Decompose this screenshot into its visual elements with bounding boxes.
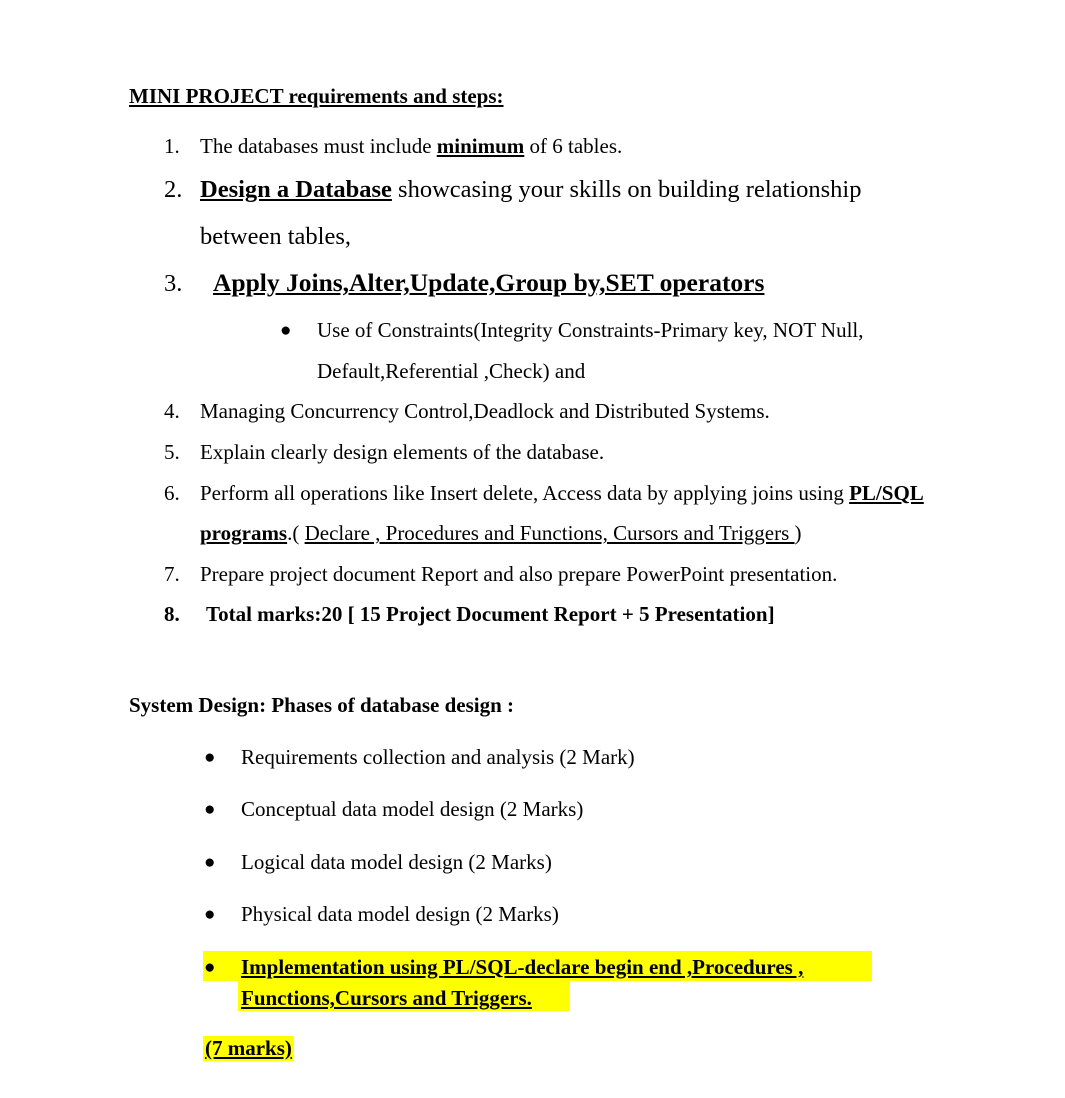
list-item: Apply Joins,Alter,Update,Group by,SET operators: [213, 268, 765, 297]
list-item: Perform all operations like Insert delete, Access data by applying joins using PL/SQL: [200, 481, 924, 505]
item-number: 8.: [164, 602, 180, 626]
list-item: Design a Database showcasing your skills on building relationship: [200, 176, 862, 203]
list-item: Prepare project document Report and also prepare PowerPoint presentation.: [200, 562, 838, 586]
list-item: Managing Concurrency Control,Deadlock and Distributed Systems.: [200, 399, 770, 423]
bullet-icon: ●: [204, 799, 216, 820]
item-number: 5.: [164, 440, 180, 464]
implementation-marks: (7 marks): [205, 1036, 292, 1060]
implementation-text: Implementation using PL/SQL-declare begin end ,Procedures ,: [241, 955, 804, 979]
item-number: 3.: [164, 270, 183, 297]
list-item-continuation: between tables,: [200, 223, 352, 250]
bullet-icon: ●: [204, 904, 216, 925]
item-number: 1.: [164, 134, 180, 158]
sub-bullet-continuation: Default,Referential ,Check) and: [317, 359, 586, 383]
item-number: 4.: [164, 399, 180, 423]
list-item: Explain clearly design elements of the database.: [200, 440, 605, 464]
item-number: 6.: [164, 481, 180, 505]
phase-item: Conceptual data model design (2 Marks): [241, 797, 584, 821]
bullet-icon: ●: [204, 957, 216, 978]
phase-item: Physical data model design (2 Marks): [241, 902, 559, 926]
bullet-icon: ●: [204, 747, 216, 768]
bullet-icon: ●: [280, 320, 292, 341]
bullet-icon: ●: [204, 852, 216, 873]
phase-item: Logical data model design (2 Marks): [241, 850, 552, 874]
document-heading: MINI PROJECT requirements and steps:: [129, 84, 504, 108]
list-item: Total marks:20 [ 15 Project Document Report + 5 Presentation]: [206, 602, 775, 626]
item-number: 7.: [164, 562, 180, 586]
list-item-continuation: programs.( Declare , Procedures and Functions, Cursors and Triggers ): [200, 521, 802, 545]
item-number: 2.: [164, 176, 183, 203]
system-design-heading: System Design: Phases of database design :: [129, 693, 515, 717]
phase-item: Requirements collection and analysis (2 Mark): [241, 745, 635, 769]
sub-bullet-text: Use of Constraints(Integrity Constraints-Primary key, NOT Null,: [317, 318, 864, 342]
list-item: The databases must include minimum of 6 tables.: [200, 134, 623, 158]
implementation-continuation: Functions,Cursors and Triggers.: [241, 986, 532, 1010]
